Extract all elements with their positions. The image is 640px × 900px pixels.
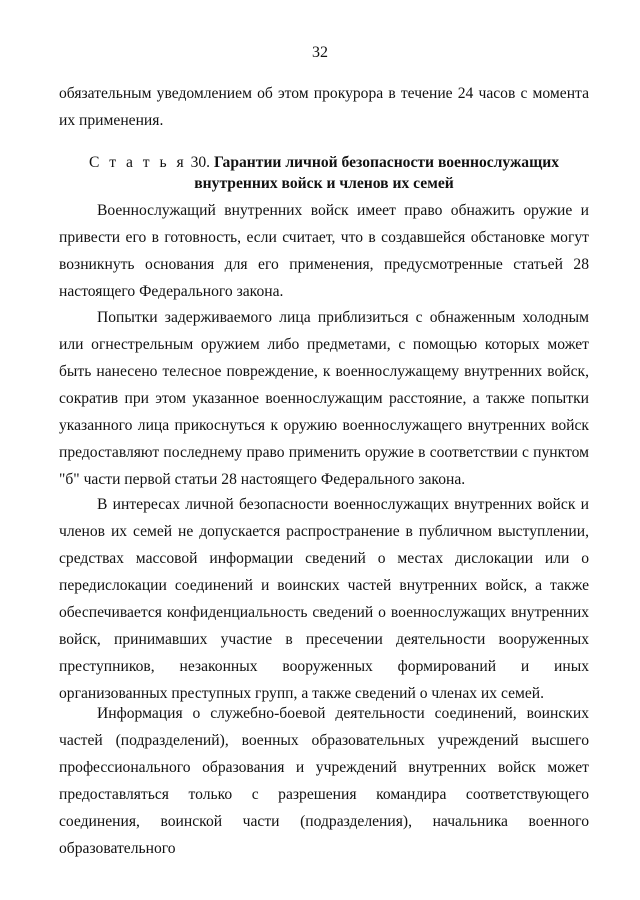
page-number: 32 xyxy=(312,44,328,61)
article-heading xyxy=(59,152,589,194)
body-paragraph: В интересах личной безопасности военнослужащих внутренних войск и членов их семей не допускается распространение в публичном выступлении, средствах массовой информации сведений о местах дислокации или о передислокации соединений и воинских частей внутренних войск, а также обеспечивается конфиденциальность сведений о военнослужащих внутренних войск, принимавших участие в пресечении деятельности вооруженных преступников, незаконных вооруженных формирований и иных организованных преступных групп, а также сведений о членах их семей. xyxy=(59,496,589,702)
body-paragraph: Попытки задерживаемого лица приблизиться с обнаженным холодным или огнестрельным оружием либо предметами, с помощью которых может быть нанесено телесное повреждение, к военнослужащему внутренних войск, сократив при этом указанное военнослужащим расстояние, а также попытки указанного лица прикоснуться к оружию военнослужащего внутренних войск предоставляют последнему право применить оружие в соответствии с пунктом "б" части первой статьи 28 настоящего Федерального закона. xyxy=(59,309,589,488)
article-label: С т а т ь я xyxy=(88,154,187,171)
body-paragraph: Военнослужащий внутренних войск имеет право обнажить оружие и привести его в готовность, если считает, что в создавшейся обстановке могут возникнуть основания для его применения, предусмотренные статьей 28 настоящего Федерального закона. xyxy=(59,202,589,300)
body-paragraph: Информация о служебно-боевой деятельности соединений, воинских частей (подразделений), военных образовательных учреждений высшего профессионального образования и учреждений внутренних войск может предоставляться только с разрешения командира соответствующего соединения, воинской части (подразделения), начальника военного образовательного xyxy=(59,705,589,857)
continuation-paragraph: обязательным уведомлением об этом прокурора в течение 24 часов с момента их применения. xyxy=(59,85,589,129)
article-number: 30. xyxy=(190,154,211,171)
article-title: Гарантии личной безопасности военнослужащих внутренних войск и членов их семей xyxy=(194,154,560,192)
